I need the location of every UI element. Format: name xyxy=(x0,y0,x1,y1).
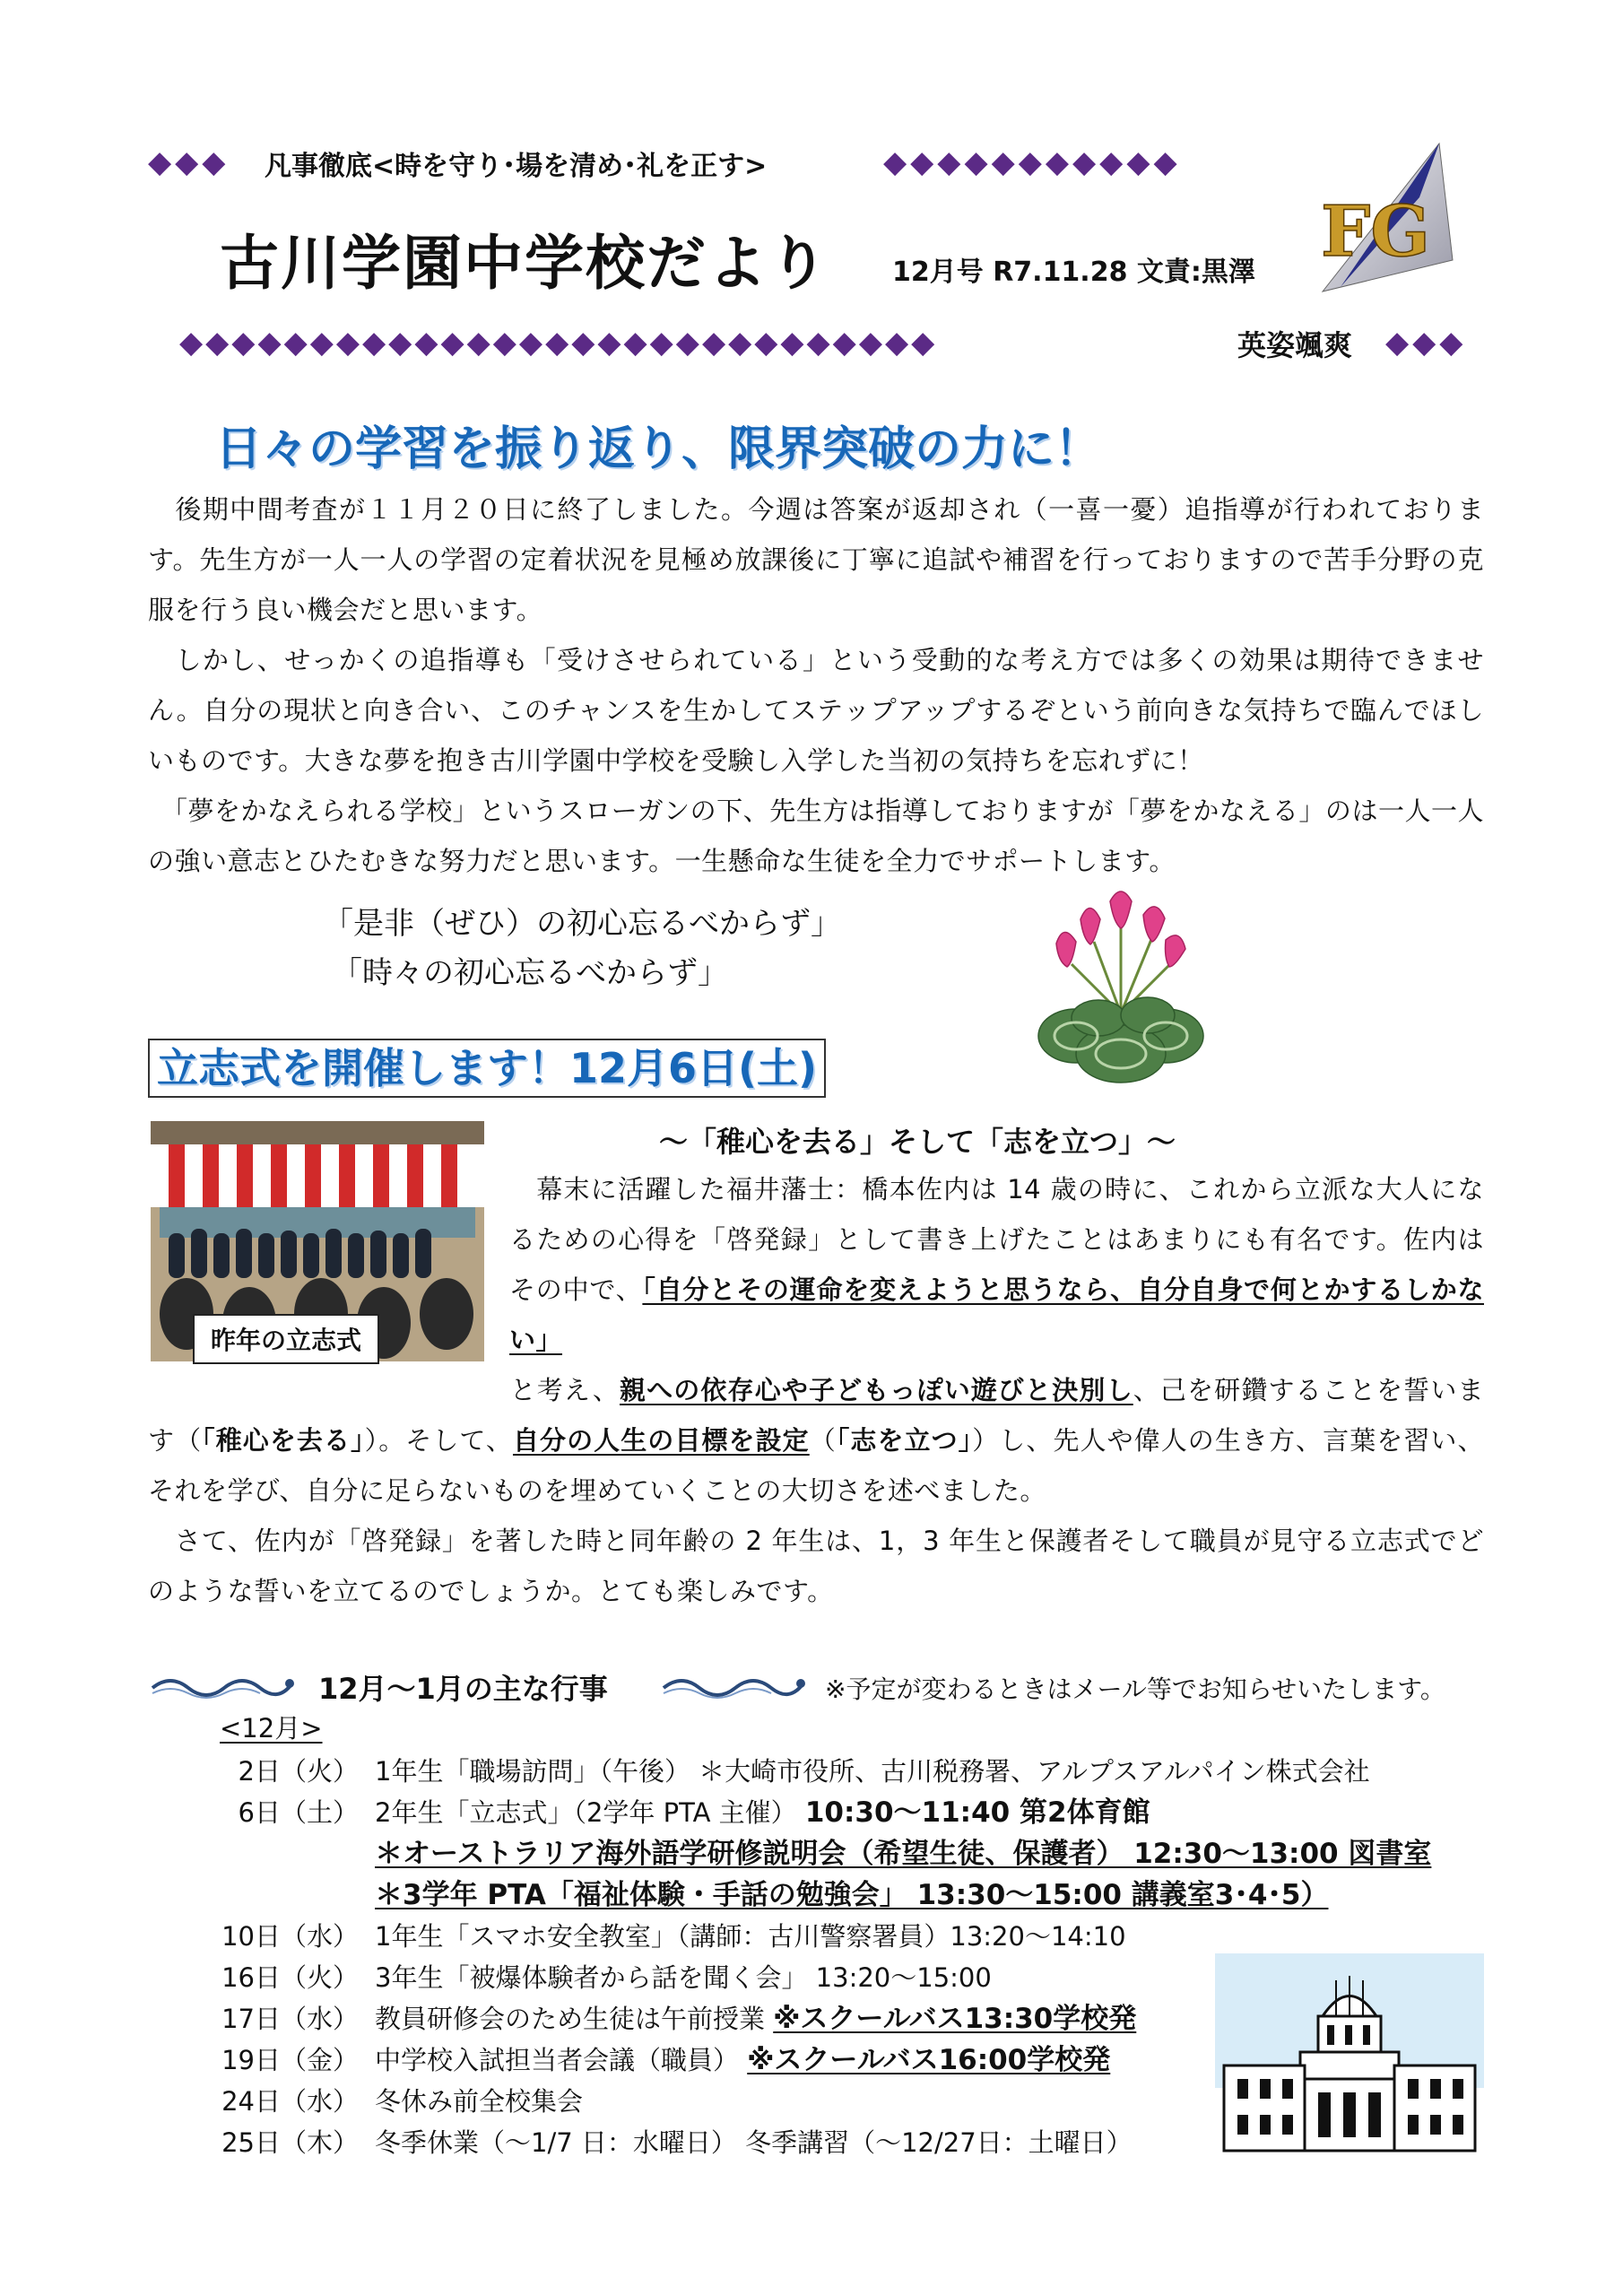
article2-headline: 立志式を開催します！12月6日(土) xyxy=(148,1039,826,1098)
scroll-ornament-right-icon xyxy=(659,1670,807,1706)
event-text: 2年生「立志式」（2学年 PTA 主催） xyxy=(375,1797,797,1828)
event-text: 1年生「職場訪問」（午後） ＊大崎市役所、古川税務署、アルプスアルパイン株式会社 xyxy=(375,1756,1370,1787)
photo-caption: 昨年の立志式 xyxy=(193,1314,379,1364)
event-row xyxy=(220,1751,1493,1792)
event-date: 25日（木） xyxy=(221,2127,359,2158)
event-date: 19日（金） xyxy=(221,2045,359,2075)
school-logo-icon xyxy=(1305,135,1466,314)
article2-paragraph-2: さて、佐内が「啓発録」を著した時と同年齢の 2 年生は、1，3 年生と保護者そして職員が見守る立志式でどのような誓いを立てるのでしょうか。とても楽しみです。 xyxy=(148,1526,1484,1606)
scroll-ornament-left-icon xyxy=(148,1670,296,1706)
event-text: 教員研修会のため生徒は午前授業 xyxy=(375,2004,766,2034)
event-text: 1年生「スマホ安全教室」（講師：古川警察署員）13:20～14:10 xyxy=(375,1921,1126,1952)
article1-paragraph: しかし、せっかくの追指導も「受けさせられている」という受動的な考え方では多くの効果は期待できません。自分の現状と向き合い、このチャンスを生かしてステップアップするぞという前向きな気持ちで臨んでほしいものです。大きな夢を抱き古川学園中学校を受験し入学した当初の気持ちを忘れずに！ xyxy=(148,645,1484,776)
article2-emphasis: 親への依存心や子どもっぽい遊びと決別し xyxy=(619,1375,1133,1405)
quote-line-2: 「時々の初心忘るべからず」 xyxy=(332,955,728,991)
schedule-title: 12月～1月の主な行事 xyxy=(318,1672,608,1706)
event-text: ＊3学年 PTA「福祉体験・手話の勉強会」 13:30～15:00 講義室3･4･5） xyxy=(375,1879,1329,1911)
school-motto: 凡事徹底<時を守り･場を清め･礼を正す> xyxy=(265,151,768,182)
article1-paragraph: 後期中間考査が１１月２０日に終了しました。今週は答案が返却され（一喜一憂）追指導が行われております。先生方が一人一人の学習の定着状況を見極め放課後に丁寧に追試や補習を行っておりますので苦手分野の克服を行う良い機会だと思います。 xyxy=(148,494,1484,625)
header-diamonds-bottom-left: ◆◆◆◆◆◆◆◆◆◆◆◆◆◆◆◆◆◆◆◆◆◆◆◆◆◆◆◆◆ xyxy=(179,325,938,361)
article2-text: 、己を研鑽することを誓います（ xyxy=(148,1375,1484,1456)
article2-emphasis: 自分の人生の目標を設定 xyxy=(512,1425,810,1456)
event-row xyxy=(220,1833,1493,1874)
event-bus-note: ※スクールバス16:00学校発 xyxy=(747,2044,1111,2076)
newsletter-title: 古川学園中学校だより xyxy=(220,229,829,298)
event-text: 中学校入試担当者会議（職員） xyxy=(375,2045,740,2075)
article2-text: （ xyxy=(809,1425,837,1456)
article2-paragraph-bottom xyxy=(148,1365,1484,1616)
schedule-note: ※予定が変わるときはメール等でお知らせいたします。 xyxy=(825,1674,1445,1704)
event-date: 2日（火） xyxy=(238,1756,359,1787)
article2-bold: 「稚心を去る」 xyxy=(202,1425,365,1456)
quote-line-1: 「是非（ぜひ）の初心忘るべからず」 xyxy=(323,906,841,942)
school-slogan: 英姿颯爽 xyxy=(1237,328,1353,362)
event-row xyxy=(220,1916,1493,1957)
cyclamen-flower-icon xyxy=(1022,888,1219,1094)
event-bus-note: ※スクールバス13:30学校発 xyxy=(773,2003,1137,2035)
article2-subheading: ～「稚心を去る」そして「志を立つ」～ xyxy=(659,1125,1176,1159)
event-date: 24日（水） xyxy=(221,2086,359,2117)
event-text: 冬季休業（～1/7 日：水曜日） 冬季講習（～12/27日：土曜日） xyxy=(375,2127,1133,2158)
article1-body xyxy=(148,484,1484,886)
header-diamonds-right: ◆◆◆◆◆◆◆◆◆◆◆ xyxy=(883,144,1181,180)
event-date: 10日（水） xyxy=(221,1921,359,1952)
article2-emphasis: 「自分とその運命を変えようと思うなら、自分自身で何とかするしかない」 xyxy=(509,1274,1484,1355)
article1-headline: 日々の学習を振り返り、限界突破の力に！ xyxy=(215,422,1102,476)
article1-paragraph: 「夢をかなえられる学校」というスローガンの下、先生方は指導しておりますが「夢をかなえる」のは一人一人の強い意志とひたむきな努力だと思います。一生懸命な生徒を全力でサポートします。 xyxy=(148,796,1484,876)
article2-text: ）し、先人や偉人の生き方、言葉を習い、それを学び、自分に足らないものを埋めていくことの大切さを述べました。 xyxy=(148,1425,1484,1506)
article2-text: と考え、 xyxy=(509,1375,620,1405)
article2-text: ）。そして、 xyxy=(364,1425,513,1456)
issue-info: 12月号 R7.11.28 文責:黒澤 xyxy=(892,257,1255,288)
event-date: 16日（火） xyxy=(221,1962,359,1993)
month-label: <12月> xyxy=(220,1713,323,1744)
article2-paragraph-top xyxy=(509,1164,1484,1365)
atomic-dome-icon xyxy=(1215,1953,1484,2160)
event-text: 冬休み前全校集会 xyxy=(375,2086,584,2117)
article2-text: 幕末に活躍した福井藩士：橋本佐内は 14 歳の時に、これから立派な大人になるための心得を「啓発録」として書き上げたことはあまりにも有名です。佐内はその中で、 xyxy=(509,1174,1484,1305)
event-text: 3年生「被爆体験者から話を聞く会」 13:20～15:00 xyxy=(375,1962,992,1993)
logo-letters: FG xyxy=(1321,191,1430,273)
event-date: 6日（土） xyxy=(238,1797,359,1828)
event-text: ＊オーストラリア海外語学研修説明会（希望生徒、保護者） 12:30～13:00 図書室 xyxy=(375,1838,1432,1870)
header-diamonds-bottom-right: ◆◆◆ xyxy=(1385,325,1467,361)
header-diamonds-left: ◆◆◆ xyxy=(148,144,230,180)
event-row xyxy=(220,1874,1493,1916)
event-row xyxy=(220,1792,1493,1833)
article2-bold: 「志を立つ」 xyxy=(836,1425,973,1456)
event-time: 10:30～11:40 第2体育館 xyxy=(804,1796,1150,1829)
event-date: 17日（水） xyxy=(221,2004,359,2034)
